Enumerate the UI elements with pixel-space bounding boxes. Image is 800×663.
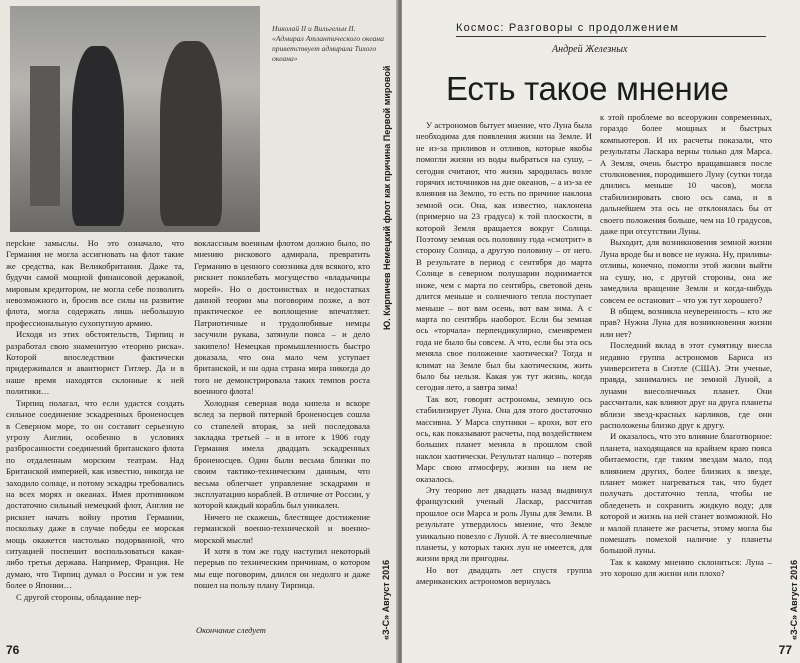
paragraph: Так вот, говорят астрономы, земную ось стабилизирует Луна. Она для этого достаточно массивна. У Марса спутники – крохи, вот его ось, как показывают расчеты, под воздействием больших планет меняла в прошлом свой наклон хаотически. Результат налицо – потеряв Марс свою атмосферу, жизни на нем не оказалось. [416,393,592,484]
paragraph: Эту теорию лет двадцать назад выдвинул французский ученый Ласкар, рассчитав прошлое оси Марса и роль Луны для Земли. В результате утвердилось мнение, что Земле уникально повезло с Луной. А те внесолнечные планеты, у которых таких лун не имеется, для жизни вряд ли пригодны. [416,485,592,564]
page-number-left: 76 [6,643,20,657]
paragraph: Холодная северная вода кипела и вскоре вслед за первой пятеркой броненосцев сошла со стапелей вторая, за ней последовала закладка третьей – и в итоге к 1906 году Германия имела двадцать эскадренных броненосцев. Один были весьма близки по своим тактико-техническим данным, что весьма облегчает управление эскадрами и эксплуатацию кораблей. В отличие от России, у которой каждый корабль был уникален. [194,397,370,511]
photo-caption: Николай II и Вильгельм II. «Адмирал Атлантического океана приветствует адмирала Тихого океана» [272,24,384,63]
to-be-continued: Окончание следует [196,625,266,635]
paragraph: Исходя из этих обстоятельств, Тирпиц и разработал свою знаменитую «теорию риска». Которой впоследствии фактически придерживался и авантюрист Гитлер. Да и в наше время находятся склонные к ней политики… [6,329,184,397]
photo-figure-left [72,46,124,226]
paragraph: к этой проблеме во всеоружии современных, гораздо более мощных и быстрых компьютеров. И их расчеты показали, что результаты Ласкара верны только для Марса. А Земля, очень быстро вращавшаяся после столкновения, породившего Луну (сутки тогда длились меньше 10 часов), могла стабилизировать свою ось сама, и в дальнейшем эта ось не отклонялась бы от своего положения больше, чем на 10 градусов, даже при отсутствии Луны. [600,112,772,237]
magazine-issue-right [786,0,800,663]
paragraph: Но вот двадцать лет спустя группа американских астрономов вернулась [416,564,592,587]
paragraph: В общем, возникла неуверенность – кто же прав? Нужна Луна для возникновения жизни или нет? [600,305,772,339]
left-column-2 [194,238,370,643]
paragraph: У астрономов бытует мнение, что Луна была необходима для появления жизни на Земле. И не из-за приливов и отливов, которые якобы помогли жизни из воды выбраться на сушу, – сегодня считают, что жизнь зародилась возле горячих источников на дне океанов, – а из-за ее влияния на Землю, то есть по причине наклона земной оси. Она, как известно, наклонена (примерно на 23 градуса) к той плоскости, в которой Земля вращается вокруг Солнца. Поэтому земная ось половину года «смотрит» в сторону Солнца, а другую половину – от него. В результате в период с сентября до марта Солнце в северном полушарии поднимается ниже, чем с марта по сентябрь, световой день длится меньше и солнечного тепла поступает меньше – вот вам осень, вот вам зима. А с марта по сентябрь наоборот. Если бы земная ось «торчала» перпендикулярно, сменвремен года не было бы совсем. А что, если бы эта ось меняла свое положение хаотически? Тогда и климат на Земле был бы хаотическим, жить было бы нельзя. Какая уж тут жизнь, когда сегодня лето, а завтра зима! [416,120,592,393]
paragraph: С другой стороны, обладание пер- [16,591,142,602]
right-page [402,0,800,663]
page-number-right: 77 [778,643,792,657]
author: Андрей Железных [552,44,628,55]
right-column-2 [600,112,772,645]
paragraph: Так к какому мнению склониться: Луна – это хорошо для жизни или плохо? [600,556,772,579]
paragraph: Ничего не скажешь, блестящее достижение германской военно-технической и военно-морской мысли! [194,511,370,545]
paragraph: Тирпиц полагал, что если удастся создать сильное соединение эскадренных броненосцев в Северном море, то он составит серьезную угрозу Англии, особенно в условиях разбросанности соединений британского флота по отдаленным морским театрам. Над Британской империей, как известно, никогда не заходило солнце, и потому эскадры требовались на всех морях и океанах. Имея противником достаточно сильный немецкий флот, Англия не рискнет начать войну против Германии, поскольку даже в случае победы ее морская мощь окажется настолько подорванной, что ситуацией поспешит воспользоваться какая-либо третья держава. Например, Франция. Не думаю, что Тирпиц думал о России и уж тем более о Японии… [6,397,184,591]
right-column-1 [416,120,592,645]
paragraph: Последний вклад в этот сумятицу внесла недавно группа астрономов Барнса из университета в Сиэтле (США). Эти ученые, правда, занимались не земной Луной, а лунами внесолнечных планет. Они рассчитали, как влияют друг на друга планеты вблизи звезд-красных карликов, где они расположены близко друг к другу. [600,340,772,430]
paragraph: Выходит, для возникновения земной жизни Луна вроде бы и вовсе не нужна. Ну, приливы-отливы, конечно, помогли этой жизни выйти на сушу, но, с другой стороны, она же замедлила вращение Земли и когда-нибудь совсем ее остановит – что уж тут хорошего? [600,237,772,305]
historical-photo [10,6,260,232]
paragraph: И оказалось, что это влияние благотворное: планета, находящаяся на крайнем краю пояса обитаемости, где таким звездам мало, под влиянием других, более близких к звезде, планет может нагреваться так, что будет получать достаточно тепла, чтобы не обледенеть и сохранить жидкую воду; для которой и жизнь на ней станет возможной. Но и малой планете же расчеты, этому могла бы помешать помехой наличие у планеты большой луны. [600,431,772,556]
section-rubric: Космос: Разговоры с продолжением [456,22,766,37]
photo-figure-right [160,41,222,226]
paragraph: воклассным военным флотом должно было, по мнению рискового адмирала, превратить Германию в ценного союзника для всякого, кто рискнет поколебать могущество «владычицы морей». Но о достоинствах и недостатках данной теории мы поговорим позже, а вот практическое ее воплощение впечатляет. Патриотичные и трудолюбивые немцы засучили рукава, затянули пояса – и дело закипело! Немецкая промышленность быстро доказала, что она мало чем уступает британской, и ни одна страна мира никогда до того не демонстрировала таких темпов роста военного флота! [194,238,370,397]
magazine-issue-text: «З-С» Август 2016 [381,559,391,640]
running-head-text: Ю. Кирпичев Немецкий флот как причина Первой мировой [382,65,392,330]
paragraph: персkие замыслы. Но это означало, что Германия не могла ассигновать на флот такие же средства, как Великобритания. Даже та, будучи самой мощной финансовой державой, мировым кредитором, не могла себе позволить невозможного и, бросив все силы на развитие флота, могла содержать лишь небольшую профессиональную сухопутную армию. [6,238,184,328]
magazine-issue-text: «З-С» Август 2016 [789,559,799,640]
left-page [0,0,398,663]
paragraph: И хотя в том же году наступил некоторый перерыв по техническим причинам, о котором мы еще поговорим, длился он недолго и даже пошел на пользу плану Тирпица. [194,545,370,591]
left-column-1 [6,238,184,643]
photo-background-mast [30,66,60,206]
magazine-issue-left [378,0,394,663]
article-title: Есть такое мнение [446,70,729,107]
